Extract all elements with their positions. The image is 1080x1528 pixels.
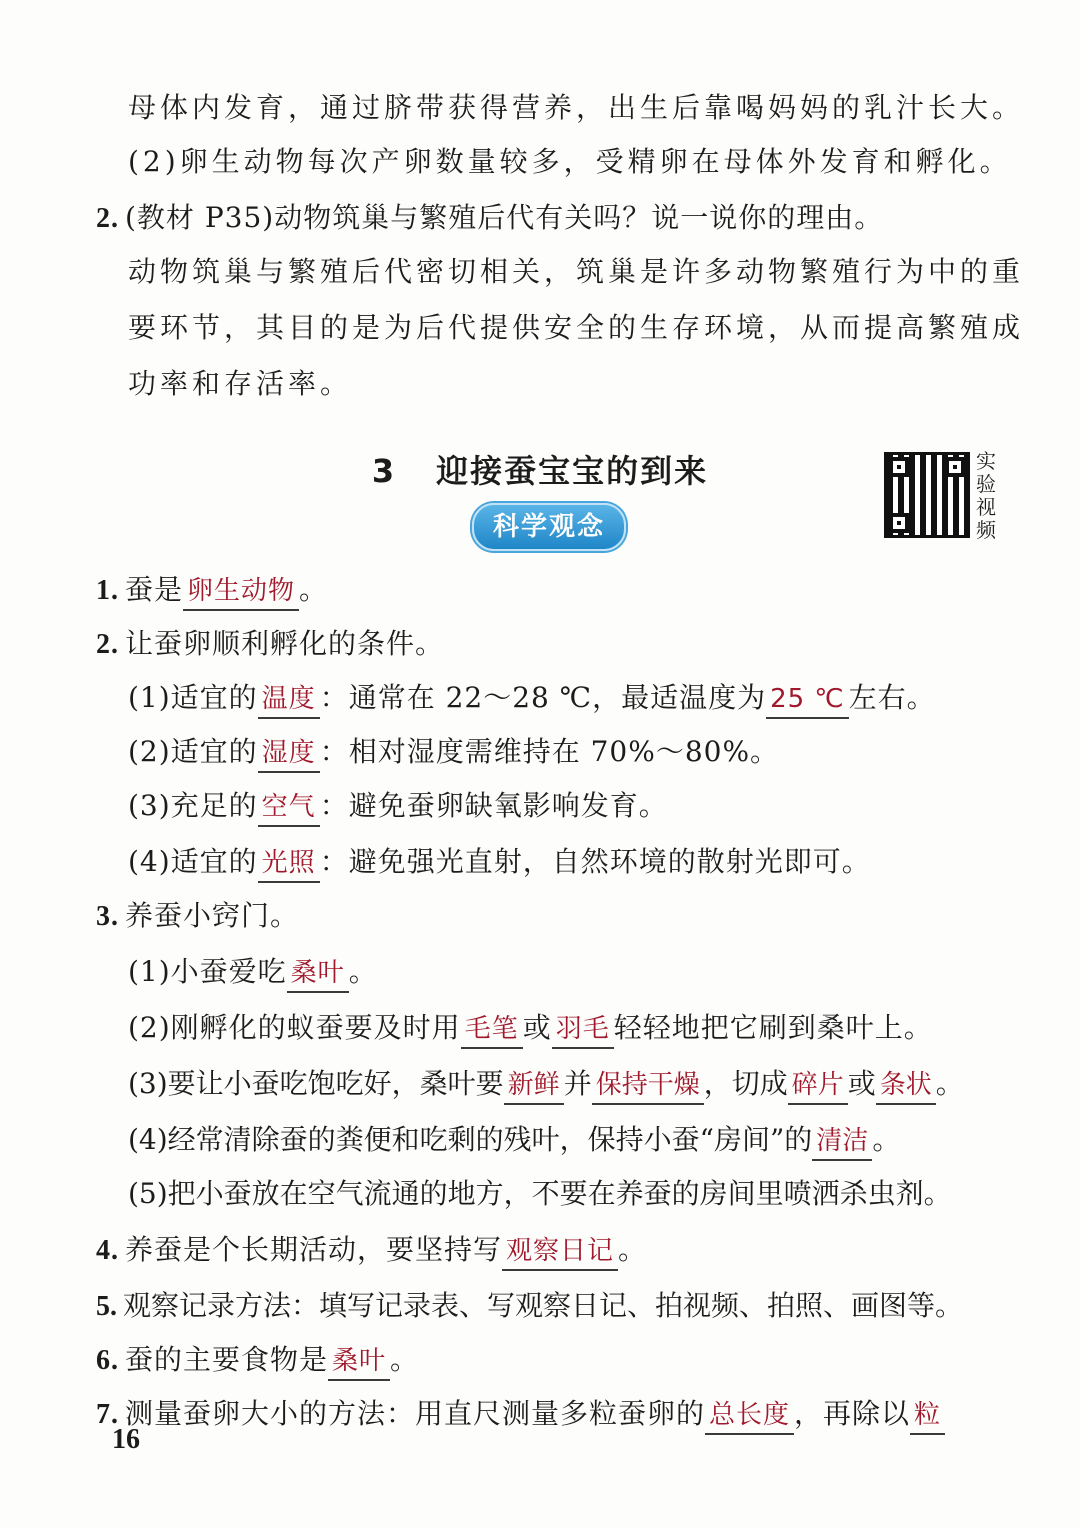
answer-blank: 羽毛 — [552, 1011, 614, 1049]
question-number: 2. — [96, 203, 119, 234]
item-text: 。 — [618, 1233, 648, 1266]
item-text: (2)适宜的 — [128, 735, 258, 768]
item-text: (4)经常清除蚕的粪便和吃剩的残叶，保持小蚕“房间”的 — [128, 1123, 813, 1156]
answer-line-2: 要环节，其目的是为后代提供安全的生存环境，从而提高繁殖成 — [128, 311, 1025, 344]
item-2-4 — [128, 842, 871, 883]
answer-blank: 保持干燥 — [592, 1067, 704, 1105]
item-7 — [96, 1394, 945, 1435]
item-3-4 — [128, 1120, 900, 1161]
item-text: 并 — [563, 1067, 592, 1100]
page-number: 16 — [112, 1424, 140, 1455]
item-text: 。 — [872, 1123, 901, 1156]
qr-code[interactable] — [884, 452, 970, 538]
answer-line-1: 动物筑巢与繁殖后代密切相关，筑巢是许多动物繁殖行为中的重 — [128, 255, 1025, 288]
item-text: 。 — [935, 1067, 964, 1100]
item-text: (1)小蚕爱吃 — [128, 955, 287, 988]
item-text: (3)充足的 — [128, 789, 258, 822]
item-3-5: (5)把小蚕放在空气流通的地方，不要在养蚕的房间里喷洒杀虫剂。 — [128, 1177, 952, 1210]
section-title-text: 迎接蚕宝宝的到来 — [436, 452, 709, 490]
item-6 — [96, 1340, 419, 1381]
item-3-3 — [128, 1064, 964, 1105]
answer-blank: 观察日记 — [502, 1233, 618, 1271]
answer-blank: 粒 — [910, 1397, 945, 1435]
answer-blank: 卵生动物 — [183, 573, 299, 611]
item-text: ，切成 — [703, 1067, 788, 1100]
answer-blank: 桑叶 — [328, 1343, 390, 1381]
item-2 — [96, 624, 444, 665]
item-number: 2. — [96, 629, 119, 660]
item-1 — [96, 570, 328, 611]
question-2 — [96, 198, 883, 239]
qr-corner — [889, 513, 909, 533]
item-text: 让蚕卵顺利孵化的条件。 — [125, 627, 445, 660]
question-text: (教材 P35)动物筑巢与繁殖后代有关吗？说一说你的理由。 — [125, 201, 884, 234]
item-text: (2)刚孵化的蚁蚕要及时用 — [128, 1011, 461, 1044]
item-text: ：避免强光直射，自然环境的散射光即可。 — [319, 845, 871, 878]
item-text: 。 — [348, 955, 378, 988]
item-5 — [96, 1286, 963, 1327]
item-number: 6. — [96, 1345, 119, 1376]
item-text: ：避免蚕卵缺氧影响发育。 — [319, 789, 668, 822]
item-3-2 — [128, 1008, 933, 1049]
item-text: 观察记录方法：填写记录表、写观察日记、拍视频、拍照、画图等。 — [123, 1289, 964, 1322]
item-4 — [96, 1230, 647, 1271]
answer-blank: 温度 — [258, 681, 320, 719]
item-text: 养蚕是个长期活动，要坚持写 — [125, 1233, 503, 1266]
qr-label: 实验视频 — [976, 449, 996, 542]
item-text: ，再除以 — [794, 1397, 911, 1430]
item-number: 4. — [96, 1235, 119, 1266]
answer-blank: 光照 — [258, 845, 320, 883]
answer-blank: 总长度 — [705, 1397, 794, 1435]
item-text: 。 — [299, 573, 329, 606]
item-text: 。 — [390, 1343, 420, 1376]
answer-blank: 新鲜 — [504, 1067, 564, 1105]
item-text: 蚕的主要食物是 — [125, 1343, 329, 1376]
item-text: 轻轻地把它刷到桑叶上。 — [613, 1011, 933, 1044]
answer-line-3: 功率和存活率。 — [128, 367, 353, 400]
item-number: 7. — [96, 1399, 119, 1430]
item-2-1 — [128, 678, 936, 719]
answer-blank: 条状 — [876, 1067, 936, 1105]
item-text: (4)适宜的 — [128, 845, 258, 878]
item-text: ：通常在 22～28 ℃，最适温度为 — [319, 681, 767, 714]
item-text: (1)适宜的 — [128, 681, 258, 714]
item-text: 养蚕小窍门。 — [125, 899, 300, 932]
answer-blank: 25 ℃ — [766, 681, 849, 719]
text-line-1: 母体内发育，通过脐带获得营养，出生后靠喝妈妈的乳汁长大。 — [128, 91, 1025, 124]
item-text: 或 — [522, 1011, 552, 1044]
item-number: 3. — [96, 901, 119, 932]
qr-corner — [945, 457, 965, 477]
item-3-1 — [128, 952, 378, 993]
answer-blank: 清洁 — [812, 1123, 872, 1161]
answer-blank: 湿度 — [258, 735, 320, 773]
item-2-3 — [128, 786, 668, 827]
answer-blank: 空气 — [258, 789, 320, 827]
item-text: 蚕是 — [125, 573, 184, 606]
text-line-2: (2)卵生动物每次产卵数量较多，受精卵在母体外发育和孵化。 — [128, 145, 1012, 178]
item-text: ：相对湿度需维持在 70%～80%。 — [319, 735, 780, 768]
section-number: 3 — [371, 452, 397, 490]
item-text: 左右。 — [848, 681, 936, 714]
answer-blank: 碎片 — [788, 1067, 848, 1105]
item-2-2 — [128, 732, 779, 773]
item-text: (3)要让小蚕吃饱吃好，桑叶要 — [128, 1067, 504, 1100]
qr-corner — [889, 457, 909, 477]
item-3 — [96, 896, 299, 937]
item-text: 或 — [847, 1067, 876, 1100]
item-number: 5. — [96, 1291, 117, 1322]
item-number: 1. — [96, 575, 119, 606]
item-text: 测量蚕卵大小的方法：用直尺测量多粒蚕卵的 — [125, 1397, 706, 1430]
answer-blank: 毛笔 — [461, 1011, 523, 1049]
section-badge: 科学观念 — [472, 503, 626, 551]
answer-blank: 桑叶 — [287, 955, 349, 993]
